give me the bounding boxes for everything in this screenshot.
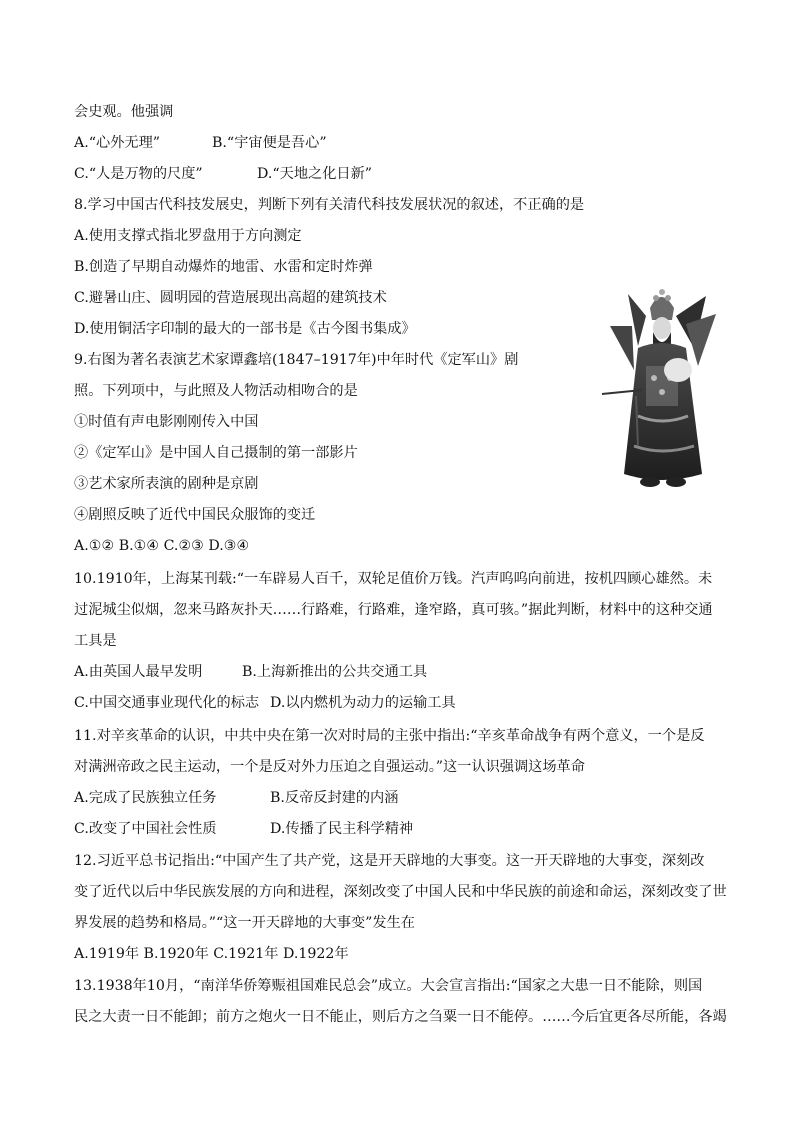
q11-option-b[interactable]: B.反帝反封建的内涵 bbox=[270, 790, 399, 806]
q9-stem-1: 9.右图为著名表演艺术家谭鑫培(1847–1917年)中年时代《定军山》剧 bbox=[74, 352, 519, 368]
q7-option-b[interactable]: B.“宇宙便是吾心” bbox=[212, 135, 327, 151]
q12-stem-1: 12.习近平总书记指出:“中国产生了共产党，这是开天辟地的大事变。这一开天辟地的大事变，深刻改 bbox=[74, 853, 705, 869]
q8-option-b[interactable]: B.创造了早期自动爆炸的地雷、水雷和定时炸弹 bbox=[74, 259, 373, 275]
q10-stem-3: 工具是 bbox=[74, 633, 117, 649]
q11-option-c[interactable]: C.改变了中国社会性质 bbox=[74, 821, 217, 837]
q10-option-b[interactable]: B.上海新推出的公共交通工具 bbox=[242, 664, 428, 680]
q13-stem-1: 13.1938年10月，“南洋华侨筹赈祖国难民总会”成立。大会宣言指出:“国家之大患一日不能除，则国 bbox=[74, 978, 703, 994]
q12-stem-2: 变了近代以后中华民族发展的方向和进程，深刻改变了中国人民和中华民族的前途和命运，深刻改变了世 bbox=[74, 884, 727, 900]
q12-options[interactable]: A.1919年 B.1920年 C.1921年 D.1922年 bbox=[74, 946, 349, 962]
q11-option-d[interactable]: D.传播了民主科学精神 bbox=[270, 821, 414, 837]
q11-option-a[interactable]: A.完成了民族独立任务 bbox=[74, 790, 217, 806]
q9-statement-3: ③艺术家所表演的剧种是京剧 bbox=[74, 476, 259, 492]
q8-option-c[interactable]: C.避暑山庄、圆明园的营造展现出高超的建筑技术 bbox=[74, 290, 387, 306]
opera-performer-image bbox=[598, 286, 723, 496]
q9-options[interactable]: A.①② B.①④ C.②③ D.③④ bbox=[74, 538, 250, 554]
q9-statement-4: ④剧照反映了近代中国民众服饰的变迁 bbox=[74, 507, 316, 523]
q8-option-a[interactable]: A.使用支撑式指北罗盘用于方向测定 bbox=[74, 228, 302, 244]
q7-option-d[interactable]: D.“天地之化日新” bbox=[257, 166, 373, 182]
q9-stem-2: 照。下列项中，与此照及人物活动相吻合的是 bbox=[74, 383, 358, 399]
q11-stem-1: 11.对辛亥革命的认识，中共中央在第一次对时局的主张中指出:“辛亥革命战争有两个意义，一个是反 bbox=[74, 728, 705, 744]
q7-option-c[interactable]: C.“人是万物的尺度” bbox=[74, 166, 203, 182]
q10-stem-2: 过泥城尘似烟，忽来马路灰扑天……行路难，行路难，逢窄路，真可骇。”据此判断，材料中的这种交通 bbox=[74, 602, 713, 618]
q12-stem-3: 界发展的趋势和格局。”“这一开天辟地的大事变”发生在 bbox=[74, 915, 415, 931]
q8-option-d[interactable]: D.使用铜活字印制的最大的一部书是《古今图书集成》 bbox=[74, 321, 416, 337]
text-line: 会史观。他强调 bbox=[74, 104, 174, 120]
q10-option-a[interactable]: A.由英国人最早发明 bbox=[74, 664, 203, 680]
q10-option-d[interactable]: D.以内燃机为动力的运输工具 bbox=[270, 695, 456, 711]
q9-statement-2: ②《定军山》是中国人自己摄制的第一部影片 bbox=[74, 445, 358, 461]
q10-stem-1: 10.1910年，上海某刊载:“一车辟易人百千，双轮足值价万钱。汽声呜呜向前进，按机四顾心雄然。未 bbox=[74, 571, 713, 587]
q13-stem-2: 民之大责一日不能卸；前方之炮火一日不能止，则后方之刍粟一日不能停。……今后宜更各尽所能，各竭 bbox=[74, 1009, 727, 1025]
q7-option-a[interactable]: A.“心外无理” bbox=[74, 135, 161, 151]
q10-option-c[interactable]: C.中国交通事业现代化的标志 bbox=[74, 695, 260, 711]
q11-stem-2: 对满洲帝政之民主运动，一个是反对外力压迫之自强运动。”这一认识强调这场革命 bbox=[74, 759, 585, 775]
q9-statement-1: ①时值有声电影刚刚传入中国 bbox=[74, 414, 259, 430]
opera-performer-photo bbox=[598, 286, 723, 496]
q8-stem: 8.学习中国古代科技发展史，判断下列有关清代科技发展状况的叙述，不正确的是 bbox=[74, 197, 585, 213]
